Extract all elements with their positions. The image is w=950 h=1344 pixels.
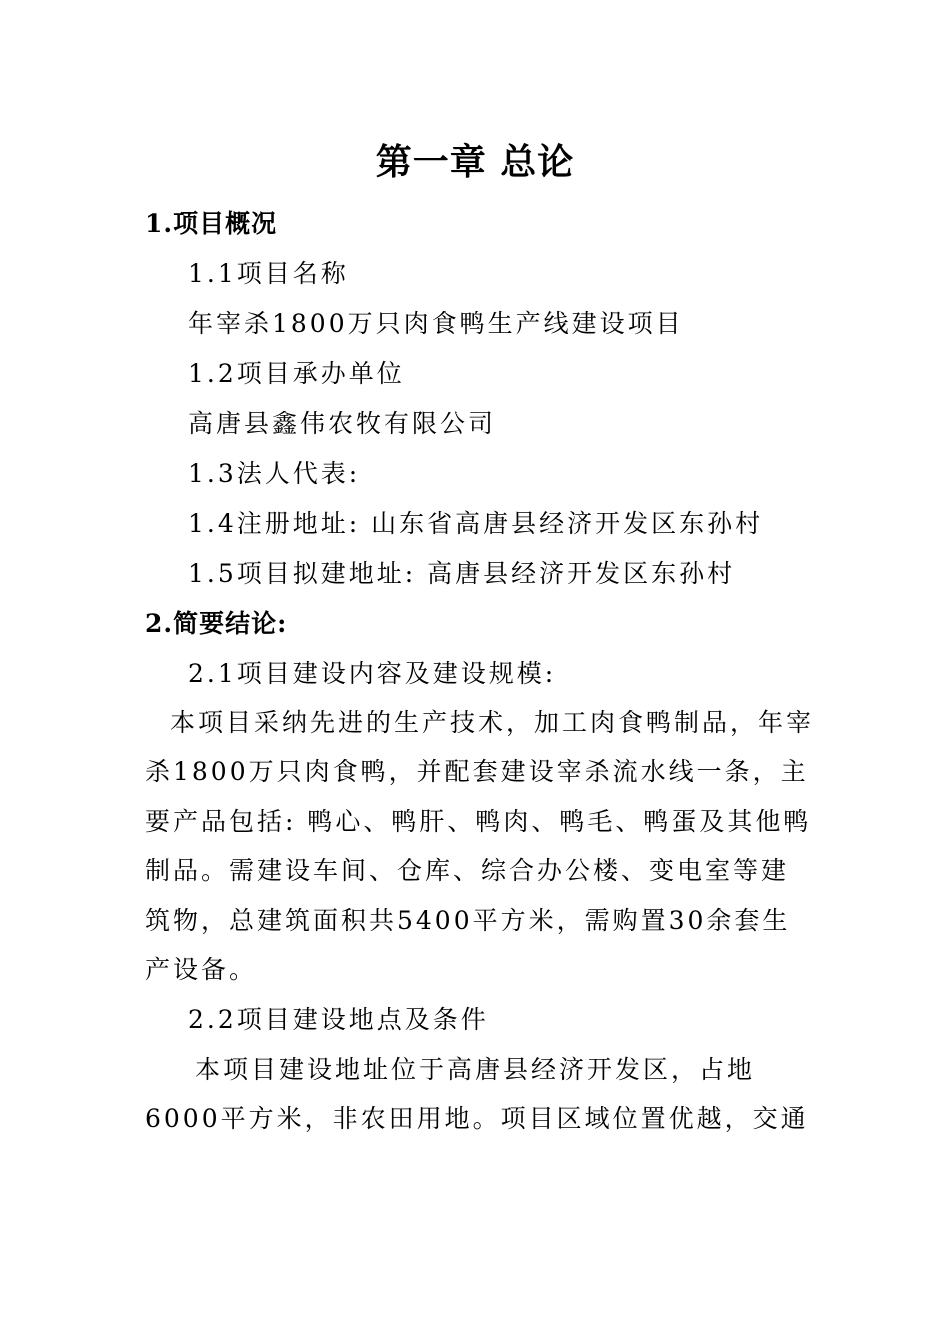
item-1-1-value: 年宰杀1800万只肉食鸭生产线建设项目 (188, 309, 684, 338)
section-2-heading: 2.简要结论: (145, 609, 288, 638)
chapter-title: 第一章 总论 (375, 142, 575, 183)
item-1-3-legal-rep: 1.3法人代表: (188, 459, 361, 488)
item-2-1-label: 2.1项目建设内容及建设规模: (188, 659, 557, 688)
item-2-2-paragraph: 本项目建设地址位于高唐县经济开发区，占地6000平方米，非农田用地。项目区域位置优越，交通 (145, 1055, 809, 1134)
item-2-2-label: 2.2项目建设地点及条件 (188, 1005, 489, 1034)
item-1-2-value: 高唐县鑫伟农牧有限公司 (188, 409, 497, 438)
item-1-1-label: 1.1项目名称 (188, 259, 349, 288)
item-1-4-registered-address: 1.4注册地址: 山东省高唐县经济开发区东孙村 (188, 509, 764, 538)
item-1-5-site-address: 1.5项目拟建地址: 高唐县经济开发区东孙村 (188, 559, 736, 588)
section-1-heading: 1.项目概况 (145, 209, 278, 238)
item-2-1-paragraph: 本项目采纳先进的生产技术，加工肉食鸭制品，年宰杀1800万只肉食鸭，并配套建设宰杀流水线一条，主要产品包括: 鸭心、鸭肝、鸭肉、鸭毛、鸭蛋及其他鸭制品。需建设车间、仓库、综合办公楼、变电室等建筑物，总建筑面积共5400平方米，需购置30余套生产设备。 (145, 708, 815, 985)
item-1-2-label: 1.2项目承办单位 (188, 359, 405, 388)
